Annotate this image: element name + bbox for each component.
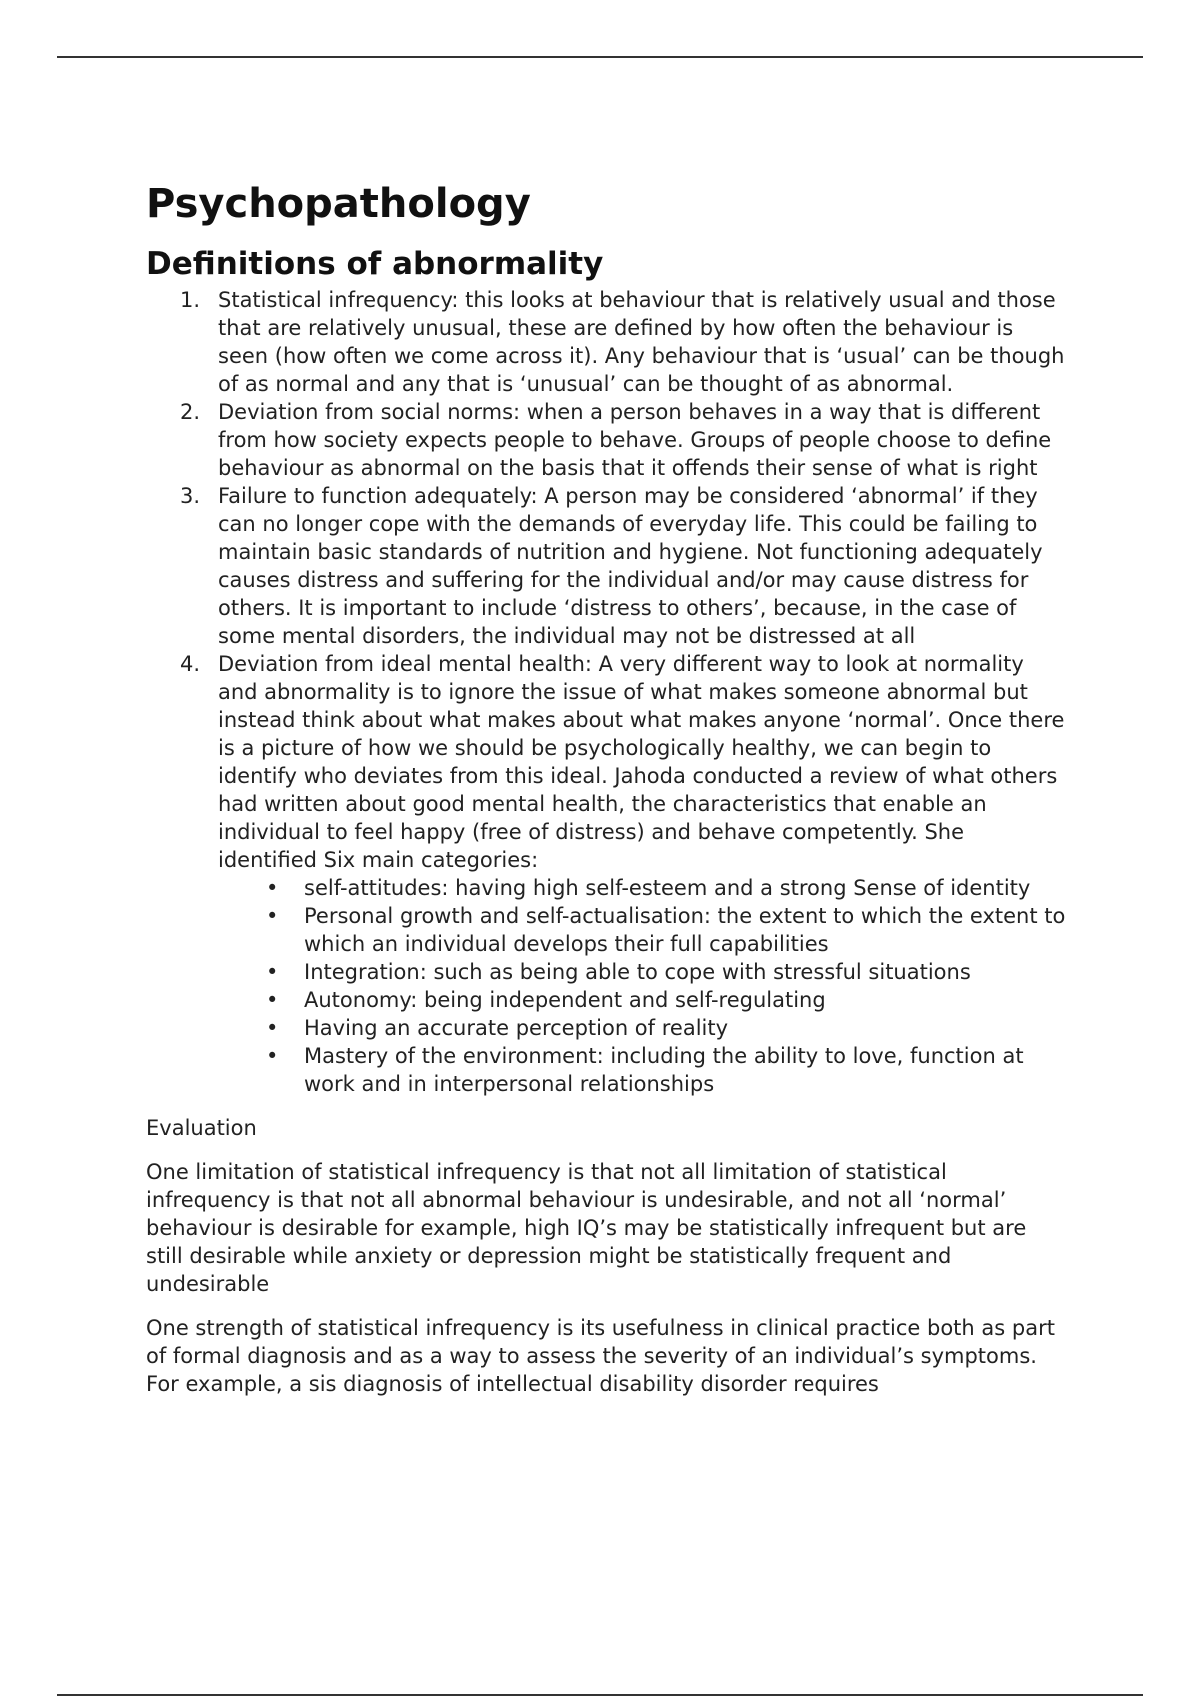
definition-text: Failure to function adequately: A person may be considered ‘abnormal’ if they can no longer cope with the demands of everyday life. This could be failing to maintain basic standards of nutrition and hygiene. Not functioning adequately causes distress and suffering for the individual and/or may cause distress for others. It is important to include ‘distress to others’, because, in the case of some mental disorders, the individual may not be distressed at all [218,484,1043,648]
category-text: Autonomy: being independent and self-regulating [304,988,826,1012]
category-item [266,958,1066,986]
evaluation-heading: Evaluation [146,1116,257,1140]
category-item [266,874,1066,902]
definition-number: 2. [180,400,201,424]
category-item [266,1042,1066,1098]
bullet-icon: • [266,1044,279,1068]
categories-list [218,874,1066,1098]
category-text: Personal growth and self-actualisation: the extent to which the extent to which an individual develops their full capabilities [304,904,1066,956]
category-text: Integration: such as being able to cope with stressful situations [304,960,971,984]
definition-number: 4. [180,652,201,676]
header-rule [57,56,1143,58]
definition-item [180,286,1066,398]
definition-item [180,482,1066,650]
bullet-icon: • [266,988,279,1012]
page-title: Psychopathology [146,181,531,227]
definition-item [180,650,1066,1098]
bullet-icon: • [266,960,279,984]
section-heading: Definitions of abnormality [146,246,604,282]
category-item [266,1014,1066,1042]
definition-text: Deviation from social norms: when a person behaves in a way that is different from how society expects people to behave. Groups of people choose to define behaviour as abnormal on the basis that it offends their sense of what is right [218,400,1052,480]
category-text: Having an accurate perception of reality [304,1016,729,1040]
bullet-icon: • [266,904,279,928]
bullet-icon: • [266,1016,279,1040]
definition-number: 1. [180,288,201,312]
definition-item [180,398,1066,482]
category-text: Mastery of the environment: including the ability to love, function at work and in interpersonal relationships [304,1044,1024,1096]
category-item [266,986,1066,1014]
evaluation-limitation-paragraph: One limitation of statistical infrequency is that not all limitation of statistical infrequency is that not all abnormal behaviour is undesirable, and not all ‘normal’ behaviour is desirable for example, high IQ’s may be statistically infrequent but are still desirable while anxiety or depression might be statistically frequent and undesirable [146,1160,1027,1296]
evaluation-strength-paragraph: One strength of statistical infrequency is its usefulness in clinical practice both as part of formal diagnosis and as a way to assess the severity of an individual’s symptoms. For example, a sis diagnosis of intellectual disability disorder requires [146,1316,1055,1396]
definition-number: 3. [180,484,201,508]
category-text: self-attitudes: having high self-esteem and a strong Sense of identity [304,876,1031,900]
bullet-icon: • [266,876,279,900]
definition-text: Statistical infrequency: this looks at behaviour that is relatively usual and those that are relatively unusual, these are defined by how often the behaviour is seen (how often we come across it). Any behaviour that is ‘usual’ can be though of as normal and any that is ‘unusual’ can be thought of as abnormal. [218,288,1065,396]
category-item [266,902,1066,958]
footer-rule [57,1694,1143,1696]
definitions-list [146,286,1066,1098]
definition-text: Deviation from ideal mental health: A very different way to look at normality and abnormality is to ignore the issue of what makes someone abnormal but instead think about what makes about what makes anyone ‘normal’. Once there is a picture of how we should be psychologically healthy, we can begin to identify who deviates from this ideal. Jahoda conducted a review of what others had written about good mental health, the characteristics that enable an individual to feel happy (free of distress) and behave competently. She identified Six main categories: [218,652,1065,872]
page-content [146,176,1066,1398]
